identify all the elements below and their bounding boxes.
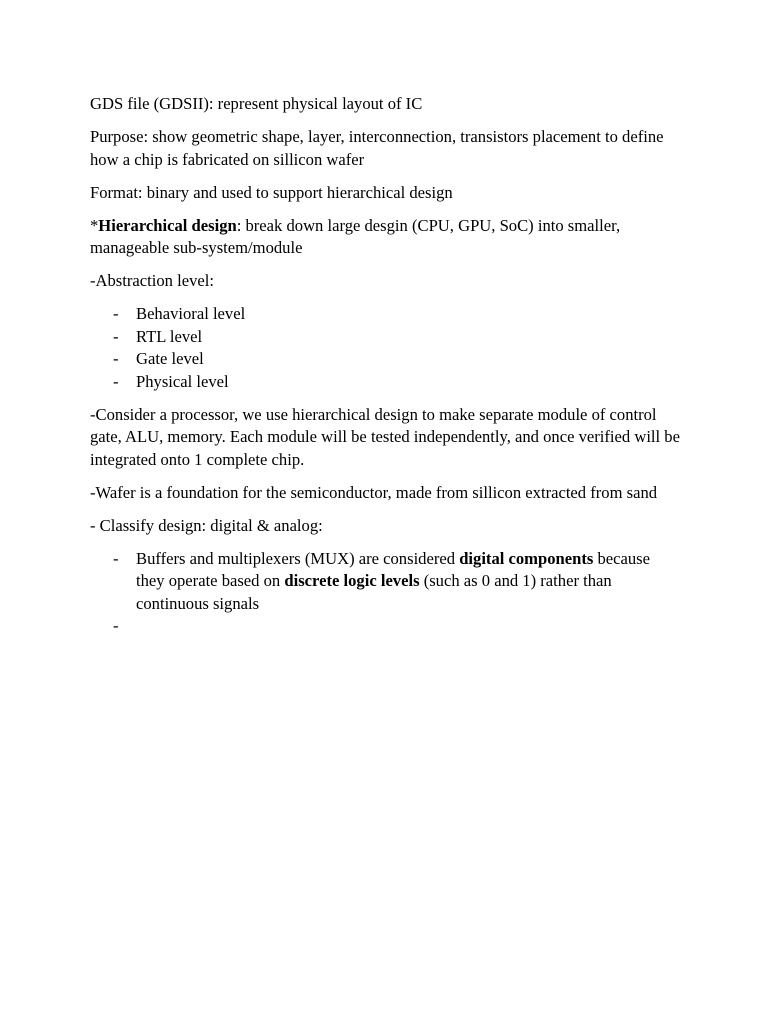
list-item [90,326,680,349]
hierarchical-design-term: Hierarchical design [98,215,237,235]
paragraph-gds-file: GDS file (GDSII): represent physical layout of IC [90,94,423,113]
paragraph-hierarchical-design [90,215,680,260]
dash-bullet: - [113,304,119,323]
hierarchical-design-definition: : break down large desgin (CPU, GPU, SoC) into smaller, manageable sub-system/module [90,215,621,257]
list-item [90,303,680,326]
classify-text-2: because they operate based on [136,548,651,590]
document-body [90,93,680,655]
classify-text-1: Buffers and multiplexers (MUX) are considered [136,548,460,568]
abstraction-level-list [90,303,680,393]
asterisk-prefix: * [90,215,99,235]
list-item-text: Physical level [136,371,229,391]
digital-components-term: digital components [459,548,594,568]
dash-bullet: - [113,548,119,568]
classify-text-3: (such as 0 and 1) rather than continuous signals [136,571,612,613]
list-item [90,548,680,616]
list-item [90,371,680,394]
classify-list [90,548,680,645]
dash-bullet: - [113,326,119,346]
paragraph-format: Format: binary and used to support hierarchical design [90,182,453,202]
list-item [90,348,680,371]
dash-bullet: - [113,371,119,391]
list-item-empty [90,615,680,644]
discrete-logic-levels-term: discrete logic levels [284,571,420,590]
paragraph-classify-design: - Classify design: digital & analog: [90,515,323,535]
paragraph-processor: -Consider a processor, we use hierarchical design to make separate module of control gate, ALU, memory. Each module will be tested independently, and once verified will be integrated onto 1 complete chip. [90,404,680,469]
list-item-text: Gate level [136,349,204,368]
dash-bullet: - [113,349,119,368]
list-item-text: Behavioral level [136,304,246,323]
paragraph-purpose: Purpose: show geometric shape, layer, interconnection, transistors placement to define how a chip is fabricated on sillicon wafer [90,127,664,169]
paragraph-wafer: -Wafer is a foundation for the semiconductor, made from sillicon extracted from sand [90,482,658,502]
dash-bullet: - [113,616,119,635]
list-item-text: RTL level [136,326,203,346]
paragraph-abstraction-level: -Abstraction level: [90,271,214,290]
